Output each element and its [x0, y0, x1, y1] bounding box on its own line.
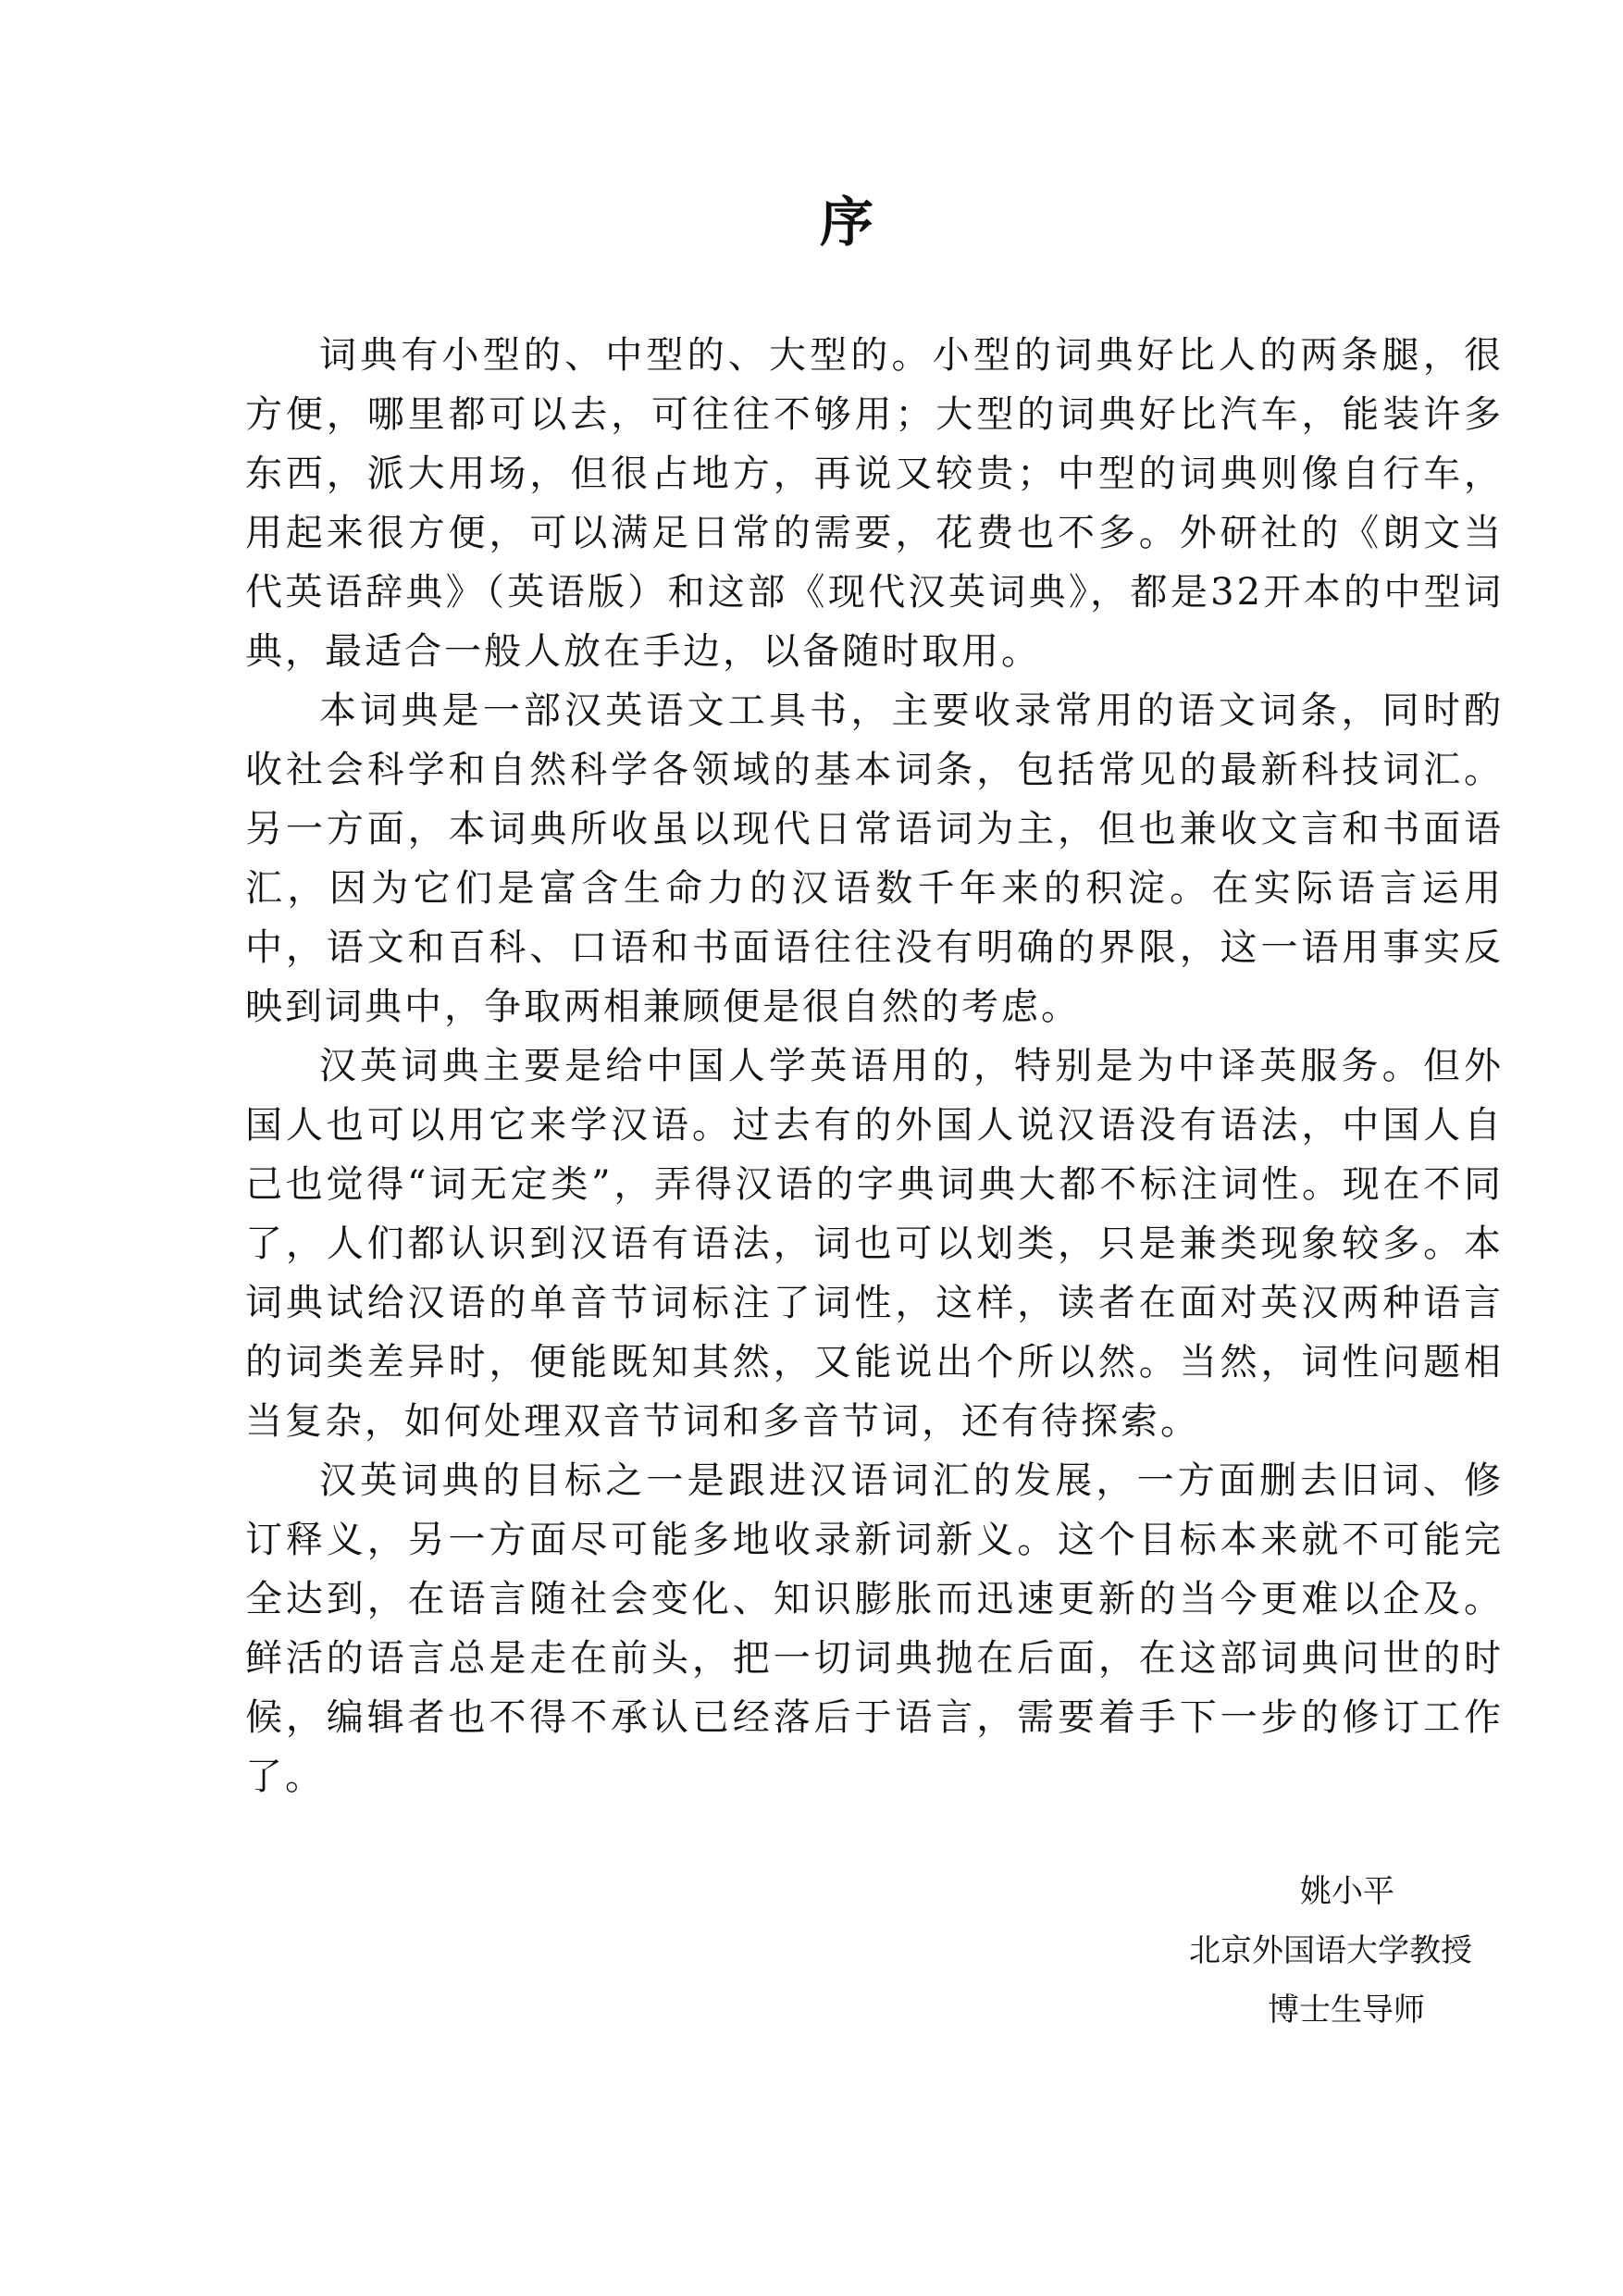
paragraph-4: 汉英词典的目标之一是跟进汉语词汇的发展，一方面删去旧词、修订释义，另一方面尽可能多地收录新词新义。这个目标本来就不可能完全达到，在语言随社会变化、知识膨胀而迅速更新的当今更难以企及。鲜活的语言总是走在前头，把一切词典抛在后面，在这部词典问世的时候，编辑者也不得不承认已经落后于语言，需要着手下一步的修订工作了。 [245, 1459, 1504, 1798]
author-role: 博士生导师 [1268, 1992, 1425, 2029]
paragraph-2: 本词典是一部汉英语文工具书，主要收录常用的语文词条，同时酌收社会科学和自然科学各领域的基本词条，包括常见的最新科技词汇。另一方面，本词典所收虽以现代日常语词为主，但也兼收文言和书面语汇，因为它们是富含生命力的汉语数千年来的积淀。在实际语言运用中，语文和百科、口语和书面语往往没有明确的界限，这一语用事实反映到词典中，争取两相兼顾便是很自然的考虑。 [245, 689, 1504, 1028]
preface-body [245, 326, 1504, 1806]
signature-block [1157, 1862, 1545, 2040]
author-affiliation: 北京外国语大学教授 [1189, 1932, 1472, 1969]
paragraph-3: 汉英词典主要是给中国人学英语用的，特别是为中译英服务。但外国人也可以用它来学汉语。过去有的外国人说汉语没有语法，中国人自己也觉得“词无定类”，弄得汉语的字典词典大都不标注词性。现在不同了，人们都认识到汉语有语法，词也可以划类，只是兼类现象较多。本词典试给汉语的单音节词标注了词性，这样，读者在面对英汉两种语言的词类差异时，便能既知其然，又能说出个所以然。当然，词性问题相当复杂，如何处理双音节词和多音节词，还有待探索。 [245, 1045, 1504, 1443]
page-title: 序 [819, 191, 873, 254]
paragraph-1: 词典有小型的、中型的、大型的。小型的词典好比人的两条腿，很方便，哪里都可以去，可往往不够用；大型的词典好比汽车，能装许多东西，派大用场，但很占地方，再说又较贵；中型的词典则像自行车，用起来很方便，可以满足日常的需要，花费也不多。外研社的《朗文当代英语辞典》（英语版）和这部《现代汉英词典》，都是32开本的中型词典，最适合一般人放在手边，以备随时取用。 [245, 334, 1504, 673]
author-name: 姚小平 [1300, 1873, 1394, 1910]
